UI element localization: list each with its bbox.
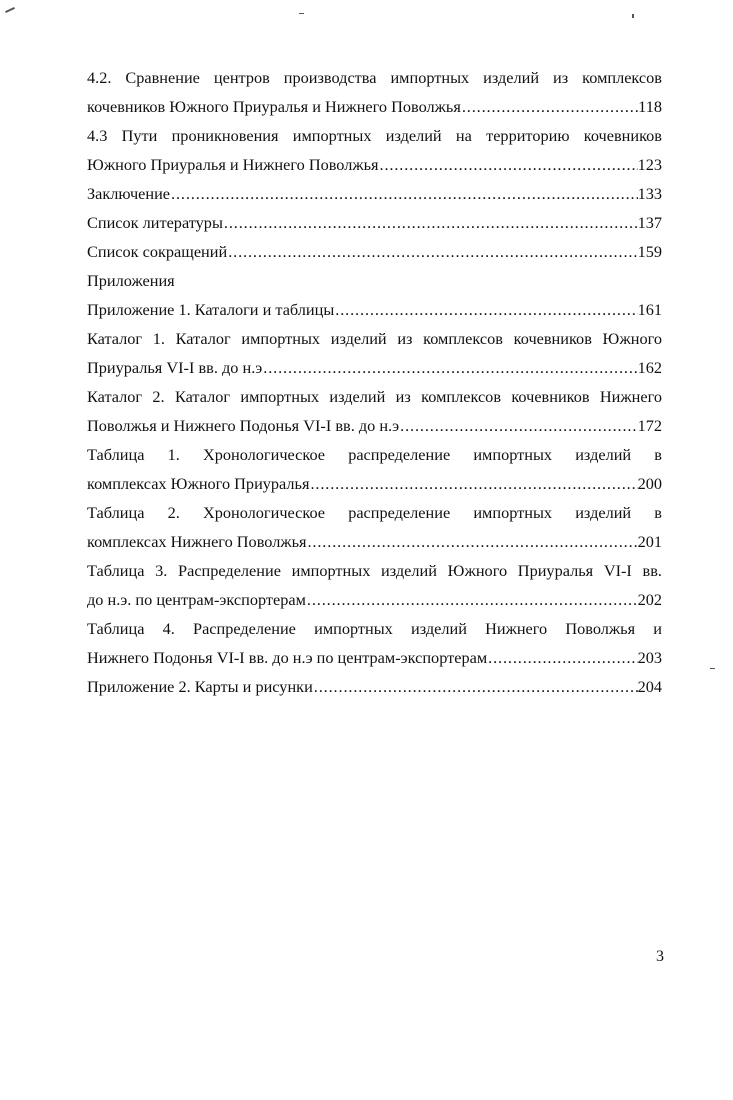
table-of-contents	[87, 63, 662, 701]
toc-entry-line: Приложение 2. Карты и рисунки . . . 204	[87, 672, 662, 701]
page-ref: 162	[637, 358, 662, 377]
toc-entry-line: комплексах Нижнего Поволжья . . . 201	[87, 527, 662, 556]
toc-entry-line: 4.3 Пути проникновения импортных изделий на территорию кочевников	[87, 126, 662, 145]
toc-entry-line: Список литературы . . . 137	[87, 208, 662, 237]
scan-mark	[299, 13, 304, 14]
page-ref: 133	[637, 184, 662, 203]
toc-entry-line: Таблица 3. Распределение импортных изделий Южного Приуралья VI-I вв.	[87, 561, 662, 580]
leader-dots	[334, 295, 637, 324]
toc-entry-line: 4.2. Сравнение центров производства импортных изделий из комплексов	[87, 68, 662, 87]
page-ref: 123	[637, 155, 662, 174]
leader-dots	[379, 150, 638, 179]
toc-entry-line: Приложения	[87, 271, 175, 290]
toc-entry-line: кочевников Южного Приуралья и Нижнего Поволжья . . . 118	[87, 92, 662, 121]
leader-dots	[306, 527, 637, 556]
page-ref: 137	[637, 213, 662, 232]
page-ref: 159	[637, 242, 662, 261]
page-number: 3	[656, 948, 664, 965]
toc-entry-line: Приуралья VI-I вв. до н.э . . . 162	[87, 353, 662, 382]
leader-dots	[223, 208, 638, 237]
page-ref: 201	[637, 532, 662, 551]
toc-entry-line: Заключение . . . 133	[87, 179, 662, 208]
toc-entry-line: Приложение 1. Каталоги и таблицы . . . 161	[87, 295, 662, 324]
page-ref: 204	[637, 677, 662, 696]
leader-dots	[262, 353, 637, 382]
page-ref: 161	[637, 300, 662, 319]
page-ref: 200	[637, 474, 662, 493]
leader-dots	[313, 672, 638, 701]
toc-entry-line: Нижнего Подонья VI-I вв. до н.э по центрам-экспортерам . . . 203	[87, 643, 662, 672]
leader-dots	[461, 92, 638, 121]
toc-entry-line: Каталог 2. Каталог импортных изделий из комплексов кочевников Нижнего	[87, 387, 662, 406]
toc-entry-line: до н.э. по центрам-экспортерам . . . 202	[87, 585, 662, 614]
page-ref: 203	[637, 648, 662, 667]
toc-entry-line: Таблица 1. Хронологическое распределение импортных изделий в	[87, 445, 662, 464]
toc-entry-line: комплексах Южного Приуралья . . . 200	[87, 469, 662, 498]
leader-dots	[399, 411, 637, 440]
toc-entry-line: Список сокращений . . . 159	[87, 237, 662, 266]
leader-dots	[227, 237, 637, 266]
toc-entry-line: Южного Приуралья и Нижнего Поволжья . . . 123	[87, 150, 662, 179]
leader-dots	[309, 469, 637, 498]
toc-entry-line: Поволжья и Нижнего Подонья VI-I вв. до н.э . . . 172	[87, 411, 662, 440]
leader-dots	[487, 643, 637, 672]
scan-mark	[710, 668, 715, 669]
toc-entry-line: Таблица 2. Хронологическое распределение импортных изделий в	[87, 503, 662, 522]
page-ref: 172	[637, 416, 662, 435]
scan-mark	[632, 14, 634, 18]
leader-dots	[170, 179, 638, 208]
toc-entry-line: Таблица 4. Распределение импортных изделий Нижнего Поволжья и	[87, 619, 662, 638]
page-ref: 202	[637, 590, 662, 609]
toc-entry-line: Каталог 1. Каталог импортных изделий из комплексов кочевников Южного	[87, 329, 662, 348]
leader-dots	[306, 585, 638, 614]
scan-mark	[5, 7, 15, 13]
page-ref: 118	[638, 97, 662, 116]
